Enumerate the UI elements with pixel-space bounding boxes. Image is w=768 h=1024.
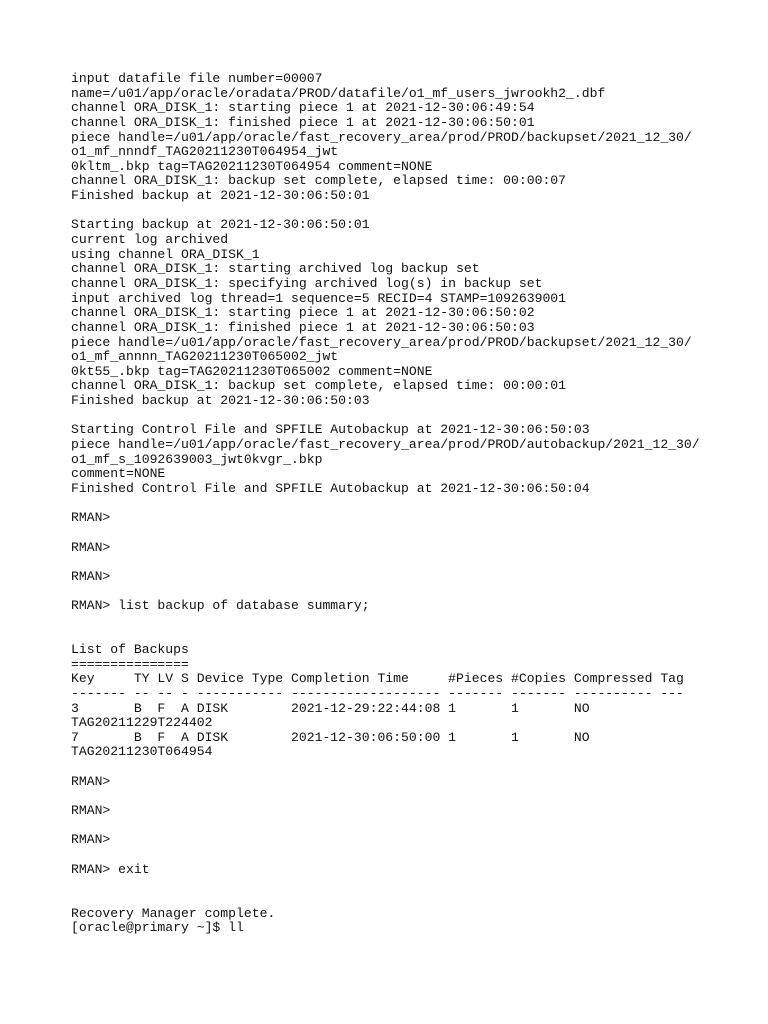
blank-line xyxy=(71,628,751,643)
blank-line xyxy=(71,497,751,512)
blank-line xyxy=(71,760,751,775)
transcript-line: piece handle=/u01/app/oracle/fast_recovery_area/prod/PROD/autobackup/2021_12_30/ xyxy=(71,437,700,453)
blank-line xyxy=(71,409,751,424)
transcript-line: channel ORA_DISK_1: backup set complete, elapsed time: 00:00:07 xyxy=(71,173,567,189)
transcript-line: TAG20211229T224402 xyxy=(71,715,213,731)
transcript-line: o1_mf_annnn_TAG20211230T065002_jwt xyxy=(71,349,339,365)
terminal-transcript xyxy=(71,72,751,936)
transcript-line: current log archived xyxy=(71,232,229,248)
blank-line xyxy=(71,819,751,834)
transcript-line: piece handle=/u01/app/oracle/fast_recovery_area/prod/PROD/backupset/2021_12_30/ xyxy=(71,129,692,145)
transcript-line: RMAN> xyxy=(71,773,111,789)
transcript-line: o1_mf_s_1092639003_jwt0kvgr_.bkp xyxy=(71,451,323,467)
transcript-line: channel ORA_DISK_1: specifying archived log(s) in backup set xyxy=(71,275,543,291)
transcript-line: 7 B F A DISK 2021-12-30:06:50:00 1 1 NO xyxy=(71,729,590,745)
transcript-line: RMAN> xyxy=(71,510,111,526)
blank-line xyxy=(71,526,751,541)
blank-line xyxy=(71,555,751,570)
transcript-line: Finished Control File and SPFILE Autobackup at 2021-12-30:06:50:04 xyxy=(71,480,590,496)
blank-line xyxy=(71,789,751,804)
transcript-line: RMAN> xyxy=(71,539,111,555)
transcript-line: Starting backup at 2021-12-30:06:50:01 xyxy=(71,217,370,233)
blank-line xyxy=(71,892,751,907)
transcript-line: using channel ORA_DISK_1 xyxy=(71,246,260,262)
transcript-line: channel ORA_DISK_1: starting piece 1 at 2021-12-30:06:49:54 xyxy=(71,100,535,116)
transcript-line: o1_mf_nnndf_TAG20211230T064954_jwt xyxy=(71,144,339,160)
transcript-line: Key TY LV S Device Type Completion Time #Pieces #Copies Compressed Tag xyxy=(71,671,684,687)
transcript-line: 3 B F A DISK 2021-12-29:22:44:08 1 1 NO xyxy=(71,700,590,716)
blank-line xyxy=(71,204,751,219)
transcript-line: RMAN> xyxy=(71,803,111,819)
transcript-line: RMAN> xyxy=(71,568,111,584)
transcript-line: TAG20211230T064954 xyxy=(71,744,213,760)
transcript-line: Finished backup at 2021-12-30:06:50:01 xyxy=(71,188,370,204)
transcript-line: RMAN> list backup of database summary; xyxy=(71,598,370,614)
transcript-line: channel ORA_DISK_1: backup set complete, elapsed time: 00:00:01 xyxy=(71,378,567,394)
transcript-line: channel ORA_DISK_1: starting piece 1 at 2021-12-30:06:50:02 xyxy=(71,305,535,321)
transcript-lines xyxy=(71,72,751,936)
transcript-line: piece handle=/u01/app/oracle/fast_recovery_area/prod/PROD/backupset/2021_12_30/ xyxy=(71,334,692,350)
transcript-line: =============== xyxy=(71,656,189,672)
transcript-line: input archived log thread=1 sequence=5 RECID=4 STAMP=1092639001 xyxy=(71,290,567,306)
transcript-line: Starting Control File and SPFILE Autobackup at 2021-12-30:06:50:03 xyxy=(71,422,590,438)
transcript-line: channel ORA_DISK_1: finished piece 1 at 2021-12-30:06:50:03 xyxy=(71,319,535,335)
transcript-line: input datafile file number=00007 xyxy=(71,71,323,86)
blank-line xyxy=(71,584,751,599)
transcript-line: 0kltm_.bkp tag=TAG20211230T064954 comment=NONE xyxy=(71,158,433,174)
transcript-line: [oracle@primary ~]$ ll xyxy=(71,920,244,936)
transcript-line: Finished backup at 2021-12-30:06:50:03 xyxy=(71,393,370,409)
transcript-line: RMAN> xyxy=(71,832,111,848)
transcript-line: Recovery Manager complete. xyxy=(71,905,276,921)
transcript-line: comment=NONE xyxy=(71,466,166,482)
transcript-line: RMAN> exit xyxy=(71,861,150,877)
transcript-line: name=/u01/app/oracle/oradata/PROD/datafile/o1_mf_users_jwrookh2_.dbf xyxy=(71,85,606,101)
blank-line xyxy=(71,614,751,629)
transcript-line: 0kt55_.bkp tag=TAG20211230T065002 comment=NONE xyxy=(71,363,433,379)
blank-line xyxy=(71,848,751,863)
blank-line xyxy=(71,877,751,892)
transcript-line: channel ORA_DISK_1: finished piece 1 at 2021-12-30:06:50:01 xyxy=(71,114,535,130)
transcript-line: ------- -- -- - ----------- ------------------- ------- ------- ---------- --- xyxy=(71,685,684,701)
transcript-line: channel ORA_DISK_1: starting archived log backup set xyxy=(71,261,480,277)
transcript-line: List of Backups xyxy=(71,641,189,657)
